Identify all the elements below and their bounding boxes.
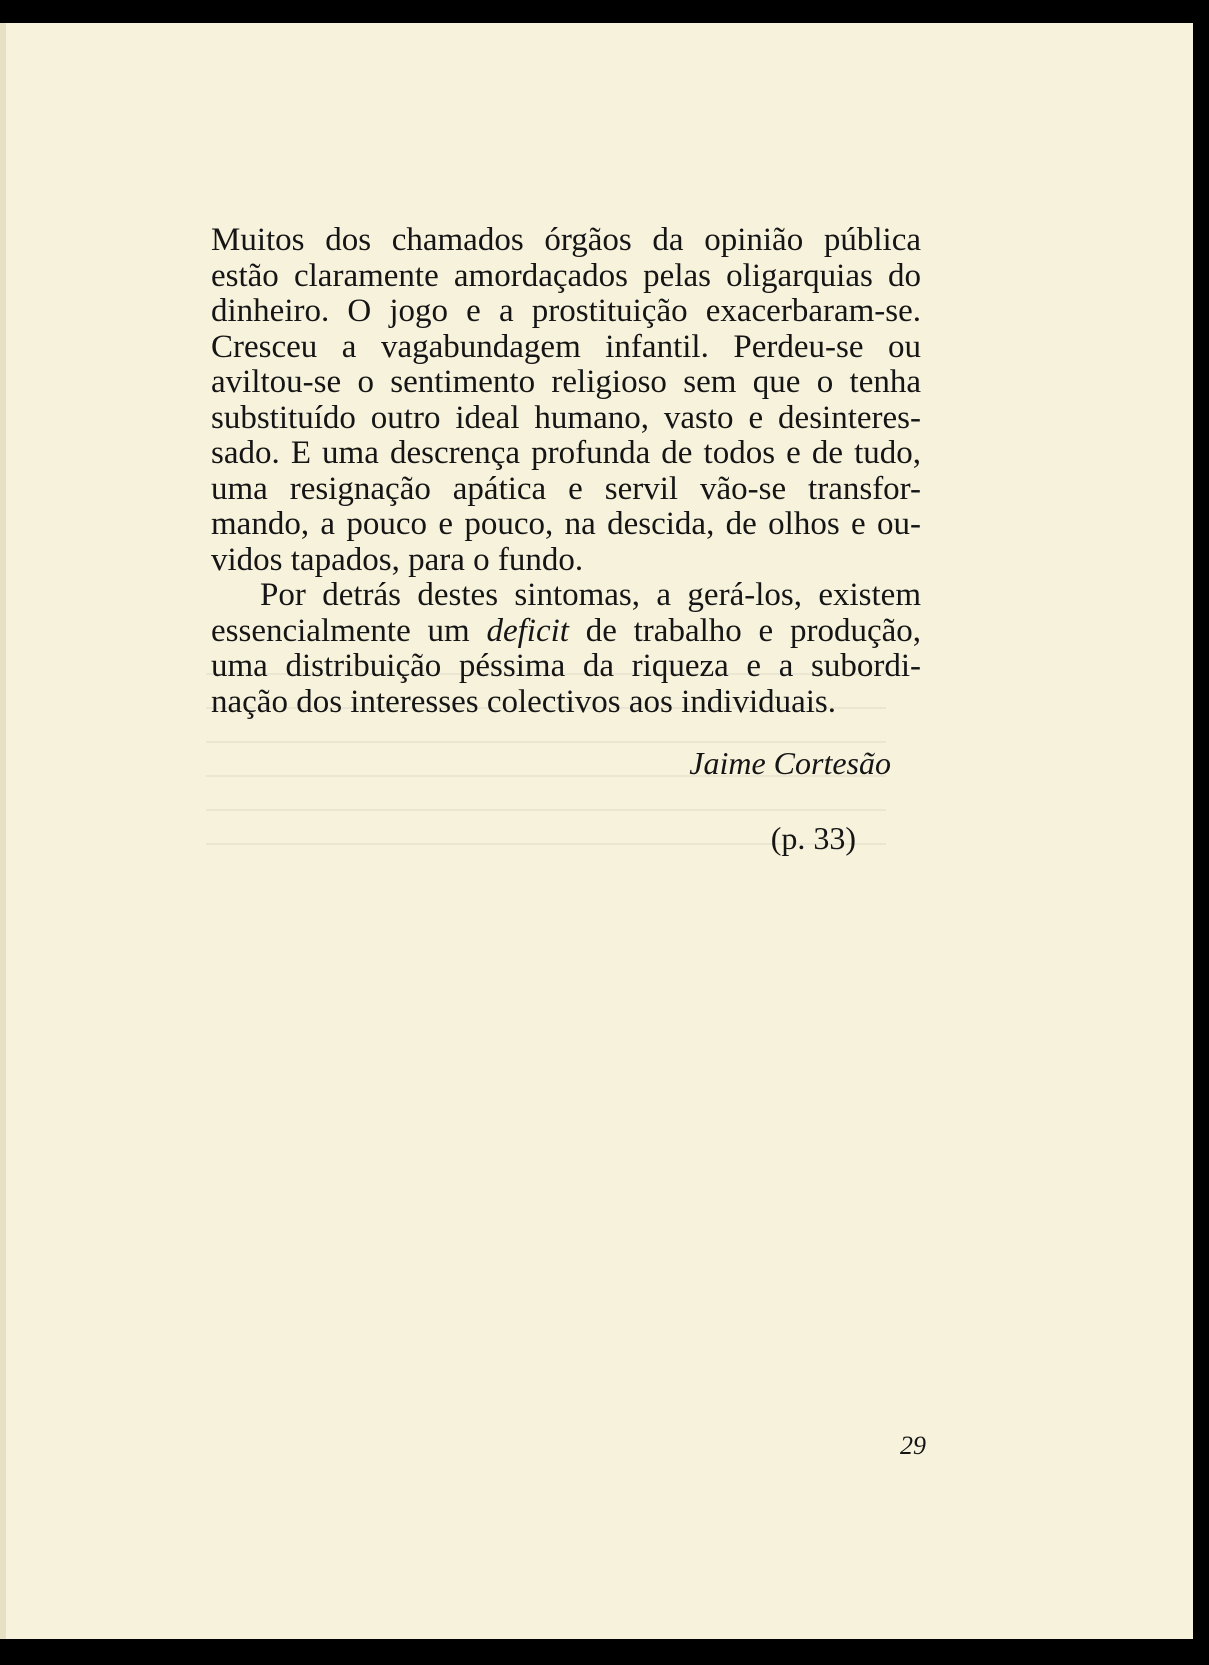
paragraph-2-line: Por detrás destes sintomas, a gerá-los, existem	[260, 577, 921, 613]
paragraph-2-line	[211, 614, 921, 650]
paragraph-1-line: Muitos dos chamados órgãos da opinião pública	[211, 222, 921, 258]
paragraph-1-line: uma resignação apática e servil vão-se transfor-	[211, 470, 921, 507]
paragraph-1-line: estão claramente amordaçados pelas oligarquias do	[211, 257, 921, 294]
paragraph-2-line: uma distribuição péssima da riqueza e a subordi-	[211, 648, 921, 684]
emphasized-word: deficit	[486, 612, 569, 649]
paragraph-2-text: essencialmente um	[211, 612, 487, 649]
paragraph-1-line: Cresceu a vagabundagem infantil. Perdeu-se ou	[211, 328, 921, 365]
body-text	[211, 223, 921, 720]
page-reference: (p. 33)	[770, 820, 856, 856]
paragraph-1-line: dinheiro. O jogo e a prostituição exacerbaram-se.	[211, 293, 921, 329]
paragraph-2-line: nação dos interesses colectivos aos individuais.	[211, 683, 837, 720]
paragraph-1-line: sado. E uma descrença profunda de todos e de tudo,	[211, 435, 921, 471]
paragraph-1-line: substituído outro ideal humano, vasto e desinteres-	[211, 399, 921, 436]
paragraph-1-line: vidos tapados, para o fundo.	[211, 541, 584, 578]
author-signature: Jaime Cortesão	[689, 745, 891, 781]
paragraph-2-text: de trabalho e produção,	[568, 612, 921, 649]
page-number: 29	[900, 1431, 926, 1460]
paragraph-1-line: aviltou-se o sentimento religioso sem que o tenha	[211, 364, 921, 400]
book-page	[0, 23, 1193, 1639]
paragraph-1-line: mando, a pouco e pouco, na descida, de olhos e ou-	[211, 506, 921, 542]
